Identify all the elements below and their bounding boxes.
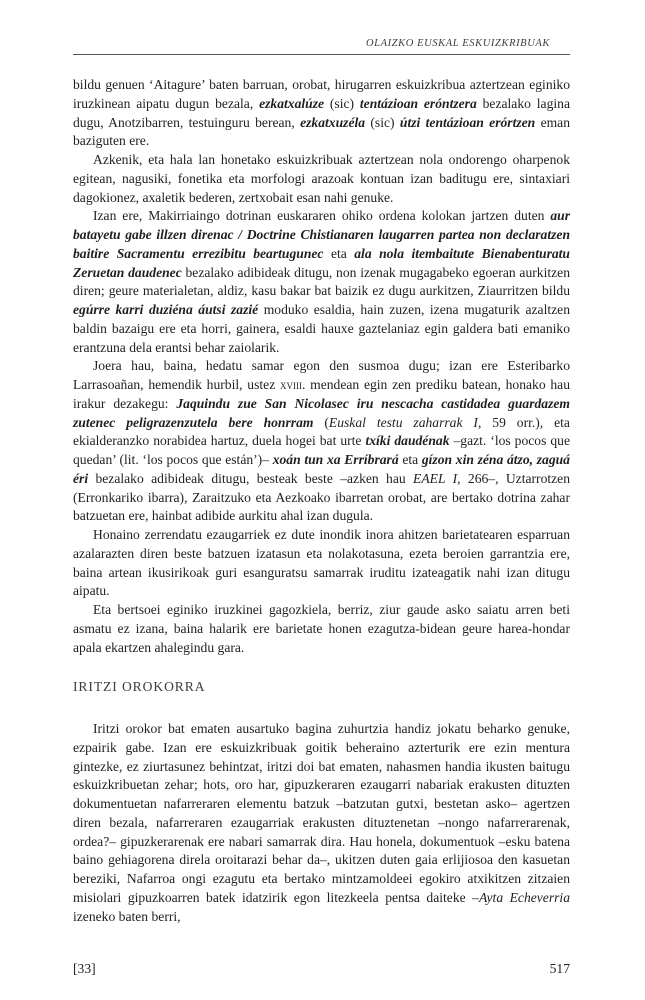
example-term: aur batayetu gabe illzen direnac [73,208,570,242]
citation-title: EAEL I [413,470,458,486]
paragraph-4 [73,357,570,526]
century-numeral: xviii [279,378,302,392]
paragraph-3 [73,207,570,357]
example-term: ala nola itembaitute Bienabenturatu Zeruetan daudenec [73,245,570,280]
example-term: egúrre karri duziéna áutsi zazié [73,302,259,317]
paragraph-6: Eta bertsoei eginiko iruzkinei gagozkiela, berriz, ziur gaude asko saiatu arren beti asmatu ez izana, baina halarik ere barietate honen ezagutza-bidean geure harea-hondar apala ekartzen ahalegindu gara. [73,602,570,655]
text-run: eta [323,245,355,261]
paragraph-1 [73,76,570,151]
text-run: bezalako lagina dugu, Anotzibarren, testuinguru berean, [73,95,570,130]
page-section-number: [33] [73,961,96,976]
text-run: ( [313,414,329,430]
text-run: bildu genuen ‘Aitagure’ baten barruan, orobat, hirugarren eskuizkribua aztertzean eginiko iruzkinean aipatu dugun bezala, [73,77,570,111]
page-number: 517 [549,961,570,976]
text-run: bezalako adibideak ditugu, besteak beste –azken hau [88,470,414,486]
example-term: ezkatxalúze [259,95,325,111]
text-run: (sic) [324,95,360,111]
text-run: eman baziguten ere. [73,114,571,149]
text-run: moduko esaldia, hain zuzen, izena mugaturik azaltzen baldin bazaigu ere eta horri, gainera, esaldi hauxe gaztelaniaz egin galdera bati emaniko erantzuna dela erantsi behar zaiolarik. [73,302,570,355]
text-run: Izan ere, Makirriaingo dotrinan euskararen ohiko ordena kolokan jartzen duten [93,208,551,224]
paragraph-7 [73,720,570,926]
text-run: Joera hau, baina, hedatu samar egon den susmoa dugu; izan ere Esteribarko Larrasoañan, hemendik hurbil, ustez [73,358,570,392]
text-run: bezalako adibideak ditugu, non izenak mugagabeko egoeran aurkitzen diren; geure materialetan, aldiz, kasu bakar bat baizik ez dugu aurkitzen, Ziaurritzen bildu [73,264,570,299]
citation-title: Euskal testu zaharrak I [328,414,478,430]
text-run: / [233,227,247,242]
section-heading: IRITZI OROKORRA [73,679,206,695]
example-term: Doctrine Chistianaren laugarren partea non declaratzen baitire Sacramentu errezibitu beartugunec [73,227,571,261]
header-rule [73,54,570,55]
text-run: (sic) [365,114,400,130]
text-run: , 59 orr.), eta ekialderanzko norabidea hartuz, duela hogei bat urte [73,414,570,449]
text-run: . mendean egin zen prediku batean, honako hau irakur dezakegu: [73,377,571,411]
example-term: tentázioan eróntzera [359,95,477,111]
body-text [73,76,570,926]
text-run: eta [398,452,422,467]
text-run: , 266–, Uztarrotzen (Erronkariko ibarra), Zaraitzuko eta Aezkoako ibarretan orobat, are bertako dotrina zahar batzuetan ere, hainbat adibide aurkitu ahal izan dugula. [73,470,571,524]
text-run: –gazt. ‘los pocos que quedan’ (lit. ‘los pocos que están’)– [73,433,570,467]
example-term: Jaquindu zue San Nicolasec iru nescacha castidadea guardazem zutenec peligrazenzutela bere honrram [73,395,570,430]
paragraph-5: Honaino zerrendatu ezaugarriek ez dute inondik inora ahitzen barietatearen esparruan azalarazten diren beste batzuen izatasun eta nolakotasuna, ezeta beroien garrantzia ere, baina artean ikusirikoak guri esanguratsu samarrak iruditu izateagatik nahi izan ditugu aipatu. [73,527,570,599]
paragraph-2: Azkenik, eta hala lan honetako eskuizkribuak aztertzean nola ondorengo oharpenok egitean, nagusiki, fonetika eta morfologi arazoak kontuan izan baditugu ere, sintaxiari dagokionez, axaletik bederen, zertxobait esan nahi genuke. [73,152,570,205]
text-run: izeneko baten berri, [73,908,181,924]
text-run: Iritzi orokor bat ematen ausartuko bagina zuhurtzia handiz jokatu beharko genuke, ezpairik gabe. Izan ere eskuizkribuak goitik beheraino azterturik ere ezin mentura gintezke, ez ziurtasunez behintzat, iritzi doi bat ematen, nahasmen handia ikusten baitugu eskuizkribuetan zehar; hots, oro har, gipuzkeraren ezaugarri nabariak erakusten dituzten dokumentuetan nafarreraren elementu batzuk –batzutan gutxi, bestetan asko– agertzen diren bezala, nafarreraren ezaugarriak erakusten dituztenetan –nongo nafarrerarenak, ordea?– gipuzkerarenak ere nabari samarrak dira. Hau honela, dokumentuok –esku batena baino gehiagorena direla oroitarazi behar da–, ukitzen duten gaia erlijiosoa den kasuetan bereziki, Nafarroa ongi ezagutu eta bertako mintzamoldeei egokiro atxikitzen zitzaien misiolari gipuzkoarren batek idatzirik egon litezkeela pentsa daiteke [73,721,570,905]
example-term: xoán tun xa Erríbrará [272,452,399,467]
example-term: gízon xin zéna átzo, zaguá éri [73,452,570,486]
example-term: útzi tentázioan erórtzen [399,114,536,130]
running-head: OLAIZKO EUSKAL ESKUIZKRIBUAK [365,38,550,49]
example-term: ezkatxuzéla [300,114,366,130]
citation-title: –Ayta Echeverria [472,889,570,905]
example-term: txíki daudénak [365,433,450,449]
